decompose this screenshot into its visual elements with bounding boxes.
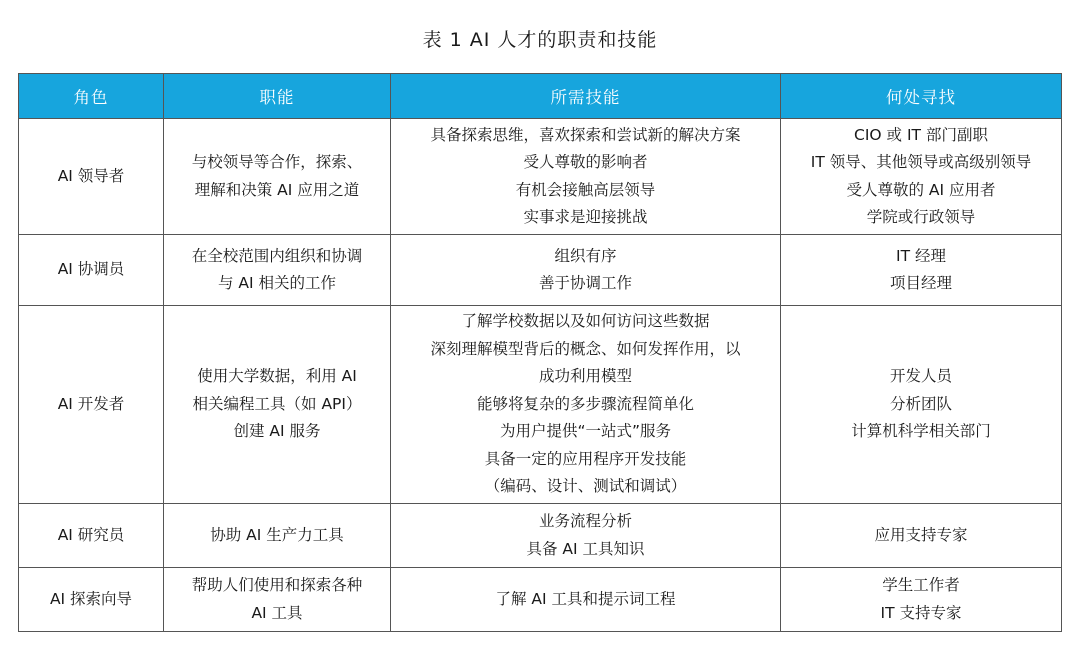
cell-line: 成功利用模型: [538, 367, 632, 386]
cell-line: CIO 或 IT 部门副职: [854, 125, 988, 144]
function-cell: [164, 119, 391, 235]
table-row: [19, 306, 1062, 504]
header-where: 何处寻找: [781, 74, 1062, 119]
role-cell: AI 协调员: [19, 235, 164, 306]
cell-line: 了解 AI 工具和提示词工程: [495, 589, 676, 608]
role-cell: AI 开发者: [19, 306, 164, 504]
cell-line: 协助 AI 生产力工具: [210, 525, 344, 544]
cell-line: 业务流程分析: [538, 512, 632, 530]
role-cell: AI 探索向导: [19, 568, 164, 632]
cell-line: 相关编程工具（如 API）: [192, 394, 362, 413]
table-header-row: [19, 74, 1062, 119]
cell-line: 计算机科学相关部门: [851, 422, 991, 441]
role-cell: AI 领导者: [19, 119, 164, 235]
where-cell: [781, 119, 1062, 235]
table-title: 表 1 AI 人才的职责和技能: [422, 29, 658, 51]
skills-cell: [391, 504, 781, 568]
cell-line: AI 工具: [251, 603, 303, 622]
cell-line: IT 经理: [896, 246, 946, 265]
skills-cell: [391, 306, 781, 504]
cell-line: 项目经理: [889, 274, 952, 292]
header-function: 职能: [164, 74, 391, 119]
cell-line: 有机会接触高层领导: [515, 180, 656, 199]
cell-line: 理解和决策 AI 应用之道: [194, 180, 360, 199]
cell-line: 深刻理解模型背后的概念、如何发挥作用，以: [430, 339, 741, 358]
skills-cell: [391, 119, 781, 235]
cell-line: IT 领导、其他领导或高级别领导: [810, 153, 1032, 171]
cell-line: 学院或行政领导: [866, 208, 976, 226]
cell-line: 为用户提供“一站式”服务: [499, 422, 672, 441]
cell-line: 应用支持专家: [874, 525, 968, 544]
cell-line: 善于协调工作: [538, 274, 632, 292]
table-row: [19, 119, 1062, 235]
cell-line: 具备 AI 工具知识: [526, 539, 645, 558]
where-cell: [781, 235, 1062, 306]
cell-line: 能够将复杂的多步骤流程简单化: [476, 394, 694, 413]
cell-line: 学生工作者: [882, 576, 960, 594]
table-row: [19, 235, 1062, 306]
cell-line: 帮助人们使用和探索各种: [191, 576, 363, 594]
cell-line: 具备一定的应用程序开发技能: [484, 449, 687, 468]
function-cell: [164, 306, 391, 504]
cell-line: 具备探索思维，喜欢探索和尝试新的解决方案: [430, 125, 741, 144]
header-skills: 所需技能: [391, 74, 781, 119]
cell-line: IT 支持专家: [880, 603, 962, 622]
cell-line: 实事求是迎接挑战: [523, 208, 648, 226]
cell-line: 开发人员: [889, 367, 952, 386]
function-cell: [164, 235, 391, 306]
cell-line: 了解学校数据以及如何访问这些数据: [461, 312, 710, 331]
cell-line: 创建 AI 服务: [233, 422, 321, 441]
cell-line: （编码、设计、测试和调试）: [484, 477, 687, 496]
function-cell: [164, 568, 391, 632]
skills-cell: [391, 235, 781, 306]
cell-line: 在全校范围内组织和协调: [191, 246, 363, 265]
where-cell: [781, 568, 1062, 632]
skills-cell: [391, 568, 781, 632]
cell-line: 使用大学数据，利用 AI: [197, 367, 357, 386]
role-cell: AI 研究员: [19, 504, 164, 568]
cell-line: 与校领导等合作，探索、: [191, 153, 363, 171]
where-cell: [781, 306, 1062, 504]
header-role: 角色: [19, 74, 164, 119]
where-cell: [781, 504, 1062, 568]
cell-line: 受人尊敬的影响者: [523, 153, 648, 171]
table-row: [19, 504, 1062, 568]
cell-line: 组织有序: [554, 246, 617, 265]
table-row: [19, 568, 1062, 632]
function-cell: [164, 504, 391, 568]
ai-talent-table: [18, 73, 1062, 632]
cell-line: 与 AI 相关的工作: [217, 274, 337, 292]
cell-line: 分析团队: [889, 394, 952, 413]
cell-line: 受人尊敬的 AI 应用者: [846, 180, 996, 199]
